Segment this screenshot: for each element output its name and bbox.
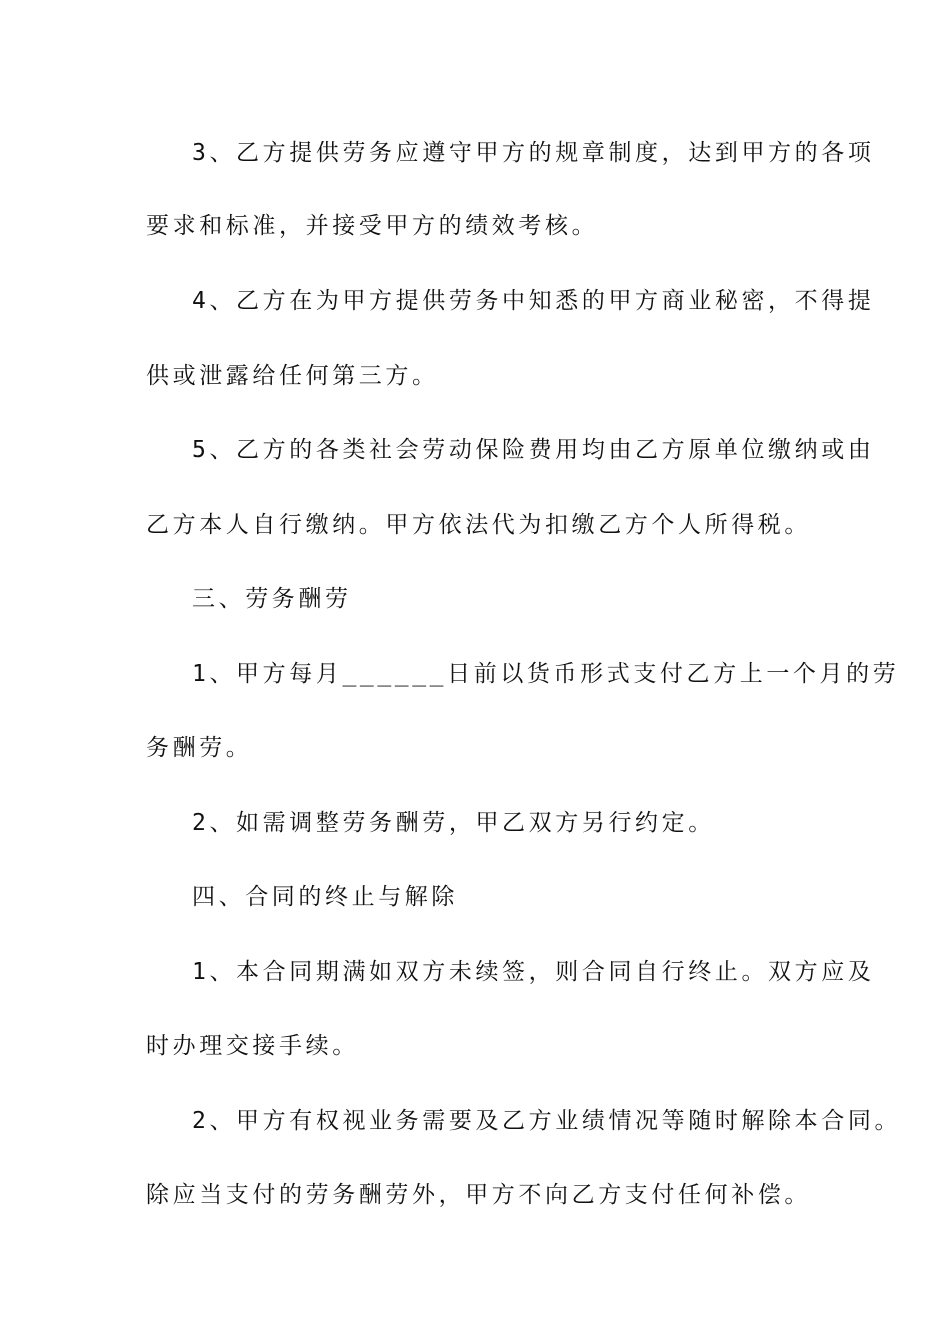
clause-4-line-1: 4、乙方在为甲方提供劳务中知悉的甲方商业秘密，不得提 [192, 288, 875, 314]
termination-clause-2-line-2: 除应当支付的劳务酬劳外，甲方不向乙方支付任何补偿。 [146, 1182, 811, 1208]
remuneration-clause-1-line-2: 务酬劳。 [146, 735, 253, 761]
remuneration-clause-1-line-1: 1、甲方每月______日前以货币形式支付乙方上一个月的劳 [192, 661, 900, 687]
clause-5-line-2: 乙方本人自行缴纳。甲方依法代为扣缴乙方个人所得税。 [146, 512, 811, 538]
termination-clause-1-line-2: 时办理交接手续。 [146, 1033, 359, 1059]
termination-clause-1-line-1: 1、本合同期满如双方未续签，则合同自行终止。双方应及 [192, 959, 875, 985]
clause-3-line-2: 要求和标准，并接受甲方的绩效考核。 [146, 213, 599, 239]
clause-3-line-1: 3、乙方提供劳务应遵守甲方的规章制度，达到甲方的各项 [192, 140, 875, 166]
termination-clause-2-line-1: 2、甲方有权视业务需要及乙方业绩情况等随时解除本合同。 [192, 1108, 902, 1134]
section-heading-termination: 四、合同的终止与解除 [192, 884, 458, 910]
remuneration-clause-2: 2、如需调整劳务酬劳，甲乙双方另行约定。 [192, 810, 715, 836]
section-heading-remuneration: 三、劳务酬劳 [192, 586, 352, 612]
clause-5-line-1: 5、乙方的各类社会劳动保险费用均由乙方原单位缴纳或由 [192, 437, 875, 463]
clause-4-line-2: 供或泄露给任何第三方。 [146, 363, 439, 389]
